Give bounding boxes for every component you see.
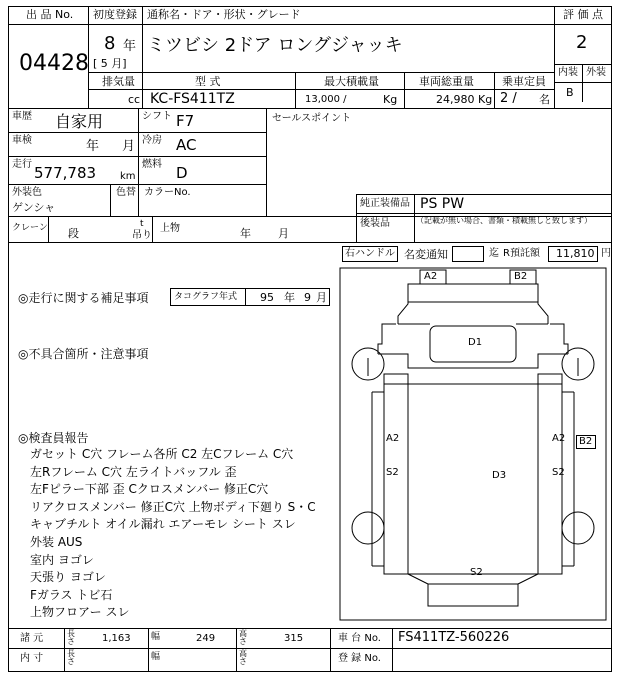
length-value: 1,163 [102, 633, 131, 644]
diagram-label-right-side: A2 [552, 433, 566, 444]
inspector-report-line: リアクロスメンバー 修正C穴 上物ボディ下廻り S・C [30, 499, 316, 514]
diagram-label-left-lower: S2 [386, 467, 399, 478]
tachograph-month: 9 [304, 291, 311, 304]
recycle-deposit-label: R預託額 [503, 248, 540, 259]
aftermarket-label: 後装品 [360, 218, 390, 229]
inner-dimensions-label: 内 寸 [20, 653, 44, 664]
history-value: 自家用 [55, 112, 104, 131]
height-label: 高さ [239, 629, 247, 646]
recycle-deposit-unit: 円 [601, 248, 611, 259]
mileage-label: 走行 [12, 159, 32, 170]
displacement-unit: cc [128, 93, 141, 106]
tachograph-year-unit: 年 [284, 291, 295, 304]
meter-change-label: 名変通知 [404, 248, 448, 261]
exterior-color-label: 外装色 [12, 187, 42, 198]
steering-value: 右ハンドル [345, 248, 395, 259]
meter-until-label: 迄 [489, 248, 499, 259]
color-number-label: カラーNo. [144, 187, 191, 198]
max-load-unit: Kg [383, 93, 398, 106]
tachograph-month-unit: 月 [316, 291, 327, 304]
lot-number-label: 出 品 No. [26, 8, 74, 21]
gross-weight-value: 24,980 Kg [436, 93, 493, 106]
dimensions-label: 諸 元 [20, 633, 44, 644]
ac-label: 冷房 [142, 135, 162, 146]
sales-point-label: セールスポイント [272, 113, 352, 124]
chassis-value: FS411TZ-560226 [398, 630, 510, 645]
recycle-deposit-value: 11,810 [556, 247, 595, 260]
chassis-label: 車 台 No. [338, 633, 381, 644]
year-unit: 年 [123, 39, 137, 54]
height-value: 315 [284, 633, 304, 644]
body-month-unit: 月 [278, 227, 289, 240]
inspector-report-line: 上物フロアー スレ [30, 605, 130, 620]
max-load-value: 13,000 / [305, 94, 347, 105]
crane-label: クレーン [12, 223, 48, 233]
model-label: 型 式 [195, 75, 221, 88]
crane-lift-unit: 吊り [132, 230, 152, 241]
inner-width-label: 幅 [151, 652, 161, 662]
length-label: 長さ [67, 629, 75, 646]
first-registration-label: 初度登録 [93, 8, 137, 21]
diagram-label-outside-right: B2 [579, 436, 593, 447]
diagram-label-top-left: A2 [424, 271, 438, 282]
inspector-report-line: 左Rフレーム C穴 左ライトバッフル 歪 [30, 464, 237, 479]
inspector-title: ◎検査員報告 [18, 431, 89, 445]
equipment-label: 純正装備品 [360, 198, 410, 209]
displacement-label: 排気量 [102, 75, 135, 88]
diagram-label-bottom: S2 [470, 567, 483, 578]
color-change-label: 色替 [116, 187, 136, 198]
inner-length-label: 長さ [67, 649, 75, 666]
exterior-color-value: ゲンシャ [12, 201, 56, 214]
diagram-label-right-lower: S2 [552, 467, 565, 478]
vehicle-name-label: 通称名・ドア・形状・グレード [147, 8, 301, 21]
registration-label: 登 録 No. [338, 653, 381, 664]
tachograph-year: 95 [260, 291, 274, 304]
exterior-grade-label: 外装 [586, 67, 606, 78]
shift-label: シフト [142, 111, 172, 122]
body-year-unit: 年 [240, 227, 251, 240]
mileage-unit: km [120, 171, 136, 182]
lot-number: 04428 [19, 51, 89, 76]
interior-grade: B [566, 86, 574, 99]
aftermarket-note: （記載が無い場合、書類・積載無しと致します） [416, 216, 592, 225]
diagram-label-top-right: B2 [514, 271, 528, 282]
capacity-unit: 名 [539, 93, 550, 106]
inspector-report-line: ガセット C穴 フレーム各所 C2 左Cフレーム C穴 [30, 447, 294, 461]
crane-stage-unit: 段 [68, 227, 79, 240]
capacity-label: 乗車定員 [502, 75, 546, 88]
crane-ton-unit: t [140, 219, 144, 229]
capacity-value: 2 / [500, 91, 517, 106]
diagram-label-center: D3 [492, 470, 507, 481]
width-value: 249 [196, 633, 216, 644]
inspector-report-line: キャブチルト オイル漏れ エアーモレ シート スレ [30, 517, 296, 532]
diagram-label-cab: D1 [468, 337, 483, 348]
cargo-bed [384, 384, 562, 574]
inspector-report-line: Fガラス トビ石 [30, 587, 113, 602]
equipment-value: PS PW [420, 196, 465, 212]
rating-value: 2 [576, 32, 588, 53]
model-value: KC-FS411TZ [150, 91, 235, 107]
inspector-report-line: 天張り ヨゴレ [30, 570, 106, 585]
width-label: 幅 [151, 632, 161, 642]
first-registration-month: [ 5 月] [93, 57, 127, 70]
inspection-label: 車検 [12, 135, 32, 146]
history-label: 車歴 [12, 111, 32, 122]
shift-value: F7 [176, 112, 195, 130]
body-label: 上物 [160, 223, 180, 234]
inspection-month-unit: 月 [122, 139, 136, 154]
mileage-value: 577,783 [34, 164, 97, 182]
inspector-report-line: 左Fピラー下部 歪 Cクロスメンバー 修正C穴 [30, 482, 269, 497]
cab-roof [408, 284, 538, 302]
first-registration-year: 8 [104, 33, 116, 54]
interior-grade-label: 内装 [558, 67, 578, 78]
inspector-report-line: 室内 ヨゴレ [30, 552, 94, 567]
fuel-value: D [176, 164, 188, 182]
rear-bumper [428, 584, 518, 606]
defects-title: ◎不具合箇所・注意事項 [18, 347, 149, 361]
gross-weight-label: 車両総重量 [419, 75, 474, 88]
diagram-label-left-side: A2 [386, 433, 400, 444]
rear-left-wheel [352, 512, 384, 544]
ac-value: AC [176, 136, 197, 154]
inspector-report-line: 外装 AUS [30, 534, 83, 549]
vehicle-name: ミツビシ 2ドア ロングジャッキ [147, 35, 403, 56]
rating-label: 評 価 点 [563, 8, 603, 21]
supplement-title: ◎走行に関する補足事項 [18, 291, 149, 305]
inspector-report [30, 446, 330, 622]
inner-height-label: 高さ [239, 649, 247, 666]
inspection-year-unit: 年 [86, 139, 100, 154]
tachograph-label: タコグラフ年式 [174, 292, 238, 302]
max-load-label: 最大積載量 [324, 75, 379, 88]
meter-change-box [452, 246, 484, 262]
rear-right-wheel [562, 512, 594, 544]
fuel-label: 燃料 [142, 159, 162, 170]
